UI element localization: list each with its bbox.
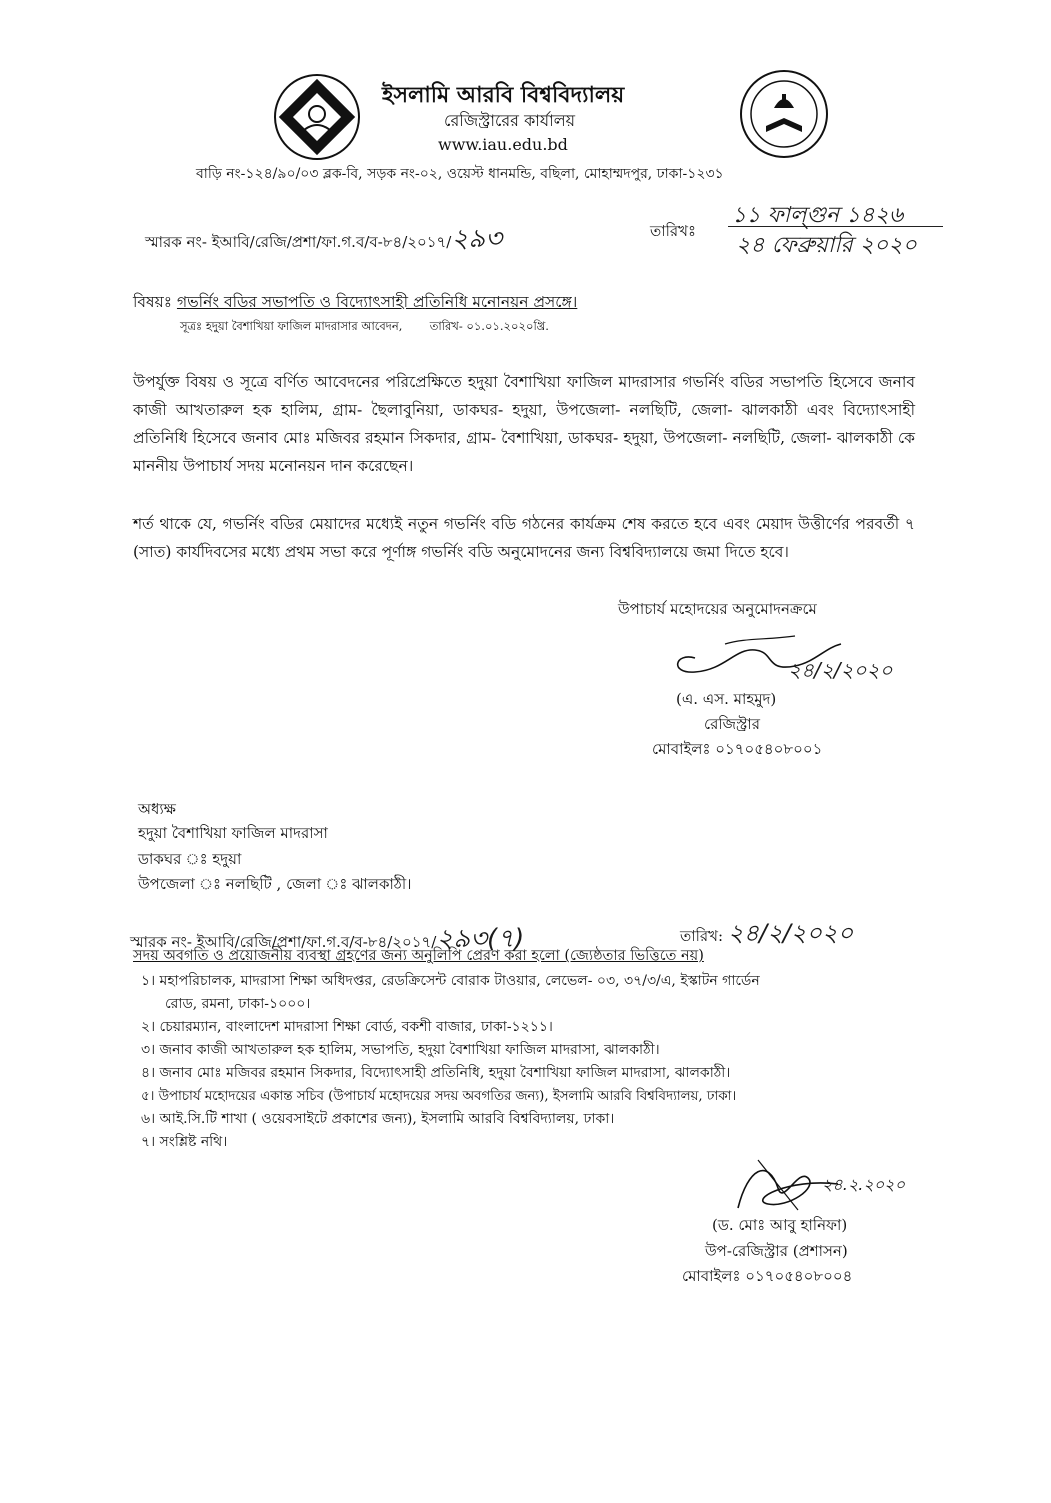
subject-label: বিষয়ঃ — [133, 293, 173, 311]
memo-date-label: তারিখঃ — [650, 222, 696, 240]
cc-item: ৫। উপাচার্য মহোদয়ের একান্ত সচিব (উপাচার্য মহোদয়ের সদয় অবগতির জন্য), ইসলামি আরবি বিশ্ববিদ্যালয়, ঢাকা। — [141, 1089, 737, 1104]
memo2-date-label: তারিখ: — [680, 927, 724, 945]
memo-date-bengali: ১১ ফাল্গুন ১৪২৬ — [732, 203, 904, 228]
registrar-name: (এ. এস. মাহমুদ) — [676, 690, 777, 708]
memo-ref-label: স্মারক নং- ইআবি/রেজি/প্রশা/ফা.গ.ব/ব-৮৪/২০১৭/ — [145, 233, 452, 251]
approval-line: উপাচার্য মহোদয়ের অনুমোদনক্রমে — [618, 600, 817, 618]
deputy-registrar-name: (ড. মোঃ আবু হানিফা) — [712, 1216, 848, 1234]
left-logo — [272, 72, 362, 162]
cc-item: রোড, রমনা, ঢাকা-১০০০। — [165, 996, 311, 1012]
university-name: ইসলামি আরবি বিশ্ববিদ্যালয় — [382, 82, 625, 108]
recipient-title: অধ্যক্ষ — [138, 800, 176, 818]
website: www.iau.edu.bd — [438, 135, 568, 154]
university-seal-icon — [272, 72, 362, 162]
office-name: রেজিস্ট্রারের কার্যালয় — [444, 111, 576, 130]
cc-item: ২। চেয়ারম্যান, বাংলাদেশ মাদরাসা শিক্ষা বোর্ড, বকশী বাজার, ঢাকা-১২১১। — [141, 1019, 553, 1035]
cc-heading: সদয় অবগতি ও প্রয়োজনীয় ব্যবস্থা গ্রহণের জন্য অনুলিপি প্রেরণ করা হলো (জ্যেষ্ঠতার ভিত্তিতে নয়) — [133, 948, 704, 964]
subject-line — [133, 290, 577, 316]
reference-date: তারিখ- ০১.০১.২০২০খ্রি. — [429, 319, 549, 333]
subject-text: গভর্নিং বডির সভাপতি ও বিদ্যোৎসাহী প্রতিনিধি মনোনয়ন প্রসঙ্গে। — [176, 293, 578, 311]
registrar-mobile: মোবাইলঃ ০১৭০৫৪০৮০০১ — [652, 740, 823, 758]
memo-ref-number — [145, 218, 502, 262]
recipient-institution: হদুয়া বৈশাখিয়া ফাজিল মাদরাসা — [138, 824, 328, 842]
memo-date-english: ২৪ ফেব্রুয়ারি ২০২০ — [736, 233, 917, 258]
reference-text: হদুয়া বৈশাখিয়া ফাজিল মাদরাসার আবেদন, — [205, 319, 403, 333]
cc-list — [141, 970, 921, 1154]
recipient-post-office: ডাকঘর ঃ হদুয়া — [138, 850, 242, 868]
reference-line — [180, 318, 549, 337]
right-logo — [738, 68, 830, 160]
registrar-designation: রেজিস্ট্রার — [704, 715, 761, 733]
address-line: বাড়ি নং-১২৪/৯০/০৩ ব্লক-বি, সড়ক নং-০২, ওয়েস্ট ধানমন্ডি, বছিলা, মোহাম্মদপুর, ঢাকা-১২৩১ — [196, 166, 724, 182]
memo2-ref-handwritten: ২৯৩(৭) — [436, 924, 525, 954]
memo-ref-handwritten: ২৯৩ — [451, 224, 503, 254]
date-separator — [728, 226, 943, 227]
deputy-registrar-designation: উপ-রেজিস্ট্রার (প্রশাসন) — [705, 1242, 848, 1260]
memo2-date-handwritten: ২৪/২/২০২০ — [727, 919, 854, 947]
reference-label: সূত্রঃ — [180, 319, 203, 333]
deputy-registrar-mobile: মোবাইলঃ ০১৭০৫৪০৮০০৪ — [682, 1267, 853, 1285]
cc-item: ১। মহাপরিচালক, মাদরাসা শিক্ষা অধিদপ্তর, রেডক্রিসেন্ট বোরাক টাওয়ার, লেভেল- ০৩, ৩৭/৩/এ, ইস্কাটন গার্ডেন — [141, 973, 760, 989]
emblem-icon — [738, 68, 830, 160]
body-paragraph-2: শর্ত থাকে যে, গভর্নিং বডির মেয়াদের মধ্যেই নতুন গভর্নিং বডি গঠনের কার্যক্রম শেষ করতে হবে এবং মেয়াদ উত্তীর্ণের পরবর্তী ৭ (সাত) কার্যদিবসের মধ্যে প্রথম সভা করে পূর্ণাঙ্গ গভর্নিং বডি অনুমোদনের জন্য বিশ্ববিদ্যালয়ে জমা দিতে হবে। — [133, 515, 915, 561]
cc-item: ৬। আই.সি.টি শাখা ( ওয়েবসাইটে প্রকাশের জন্য), ইসলামি আরবি বিশ্ববিদ্যালয়, ঢাকা। — [141, 1111, 615, 1127]
registrar-sign-date: ২৪/২/২০২০ — [788, 658, 893, 682]
deputy-registrar-sign-date: ২৪.২.২০২০ — [822, 1175, 905, 1194]
cc-item: ৪। জনাব মোঃ মজিবর রহমান সিকদার, বিদ্যোৎসাহী প্রতিনিধি, হদুয়া বৈশাখিয়া ফাজিল মাদরাসা, ঝালকাঠী। — [141, 1065, 731, 1081]
recipient-upazila-district: উপজেলা ঃ নলছিটি , জেলা ঃ ঝালকাঠী। — [138, 875, 412, 893]
body-paragraph-1: উপর্যুক্ত বিষয় ও সূত্রে বর্ণিত আবেদনের পরিপ্রেক্ষিতে হদুয়া বৈশাখিয়া ফাজিল মাদরাসার গভর্নিং বডির সভাপতি হিসেবে জনাব কাজী আখতারুল হক হালিম, গ্রাম- ছৈলাবুনিয়া, ডাকঘর- হদুয়া, উপজেলা- নলছিটি, জেলা- ঝালকাঠী এবং বিদ্যোৎসাহী প্রতিনিধি হিসেবে জনাব মোঃ মজিবর রহমান সিকদার, গ্রাম- বৈশাখিয়া, ডাকঘর- হদুয়া, উপজেলা- নলছিটি, জেলা- ঝালকাঠী কে মাননীয় উপাচার্য সদয় মনোনয়ন দান করেছেন। — [133, 373, 915, 475]
memo2-date — [680, 915, 853, 955]
cc-item: ৩। জনাব কাজী আখতারুল হক হালিম, সভাপতি, হদুয়া বৈশাখিয়া ফাজিল মাদরাসা, ঝালকাঠী। — [141, 1042, 660, 1058]
memo2-ref-label: স্মারক নং- ইআবি/রেজি/প্রশা/ফা.গ.ব/ব-৮৪/২০১৭/ — [130, 933, 437, 951]
cc-item: ৭। সংশ্লিষ্ট নথি। — [141, 1134, 228, 1150]
